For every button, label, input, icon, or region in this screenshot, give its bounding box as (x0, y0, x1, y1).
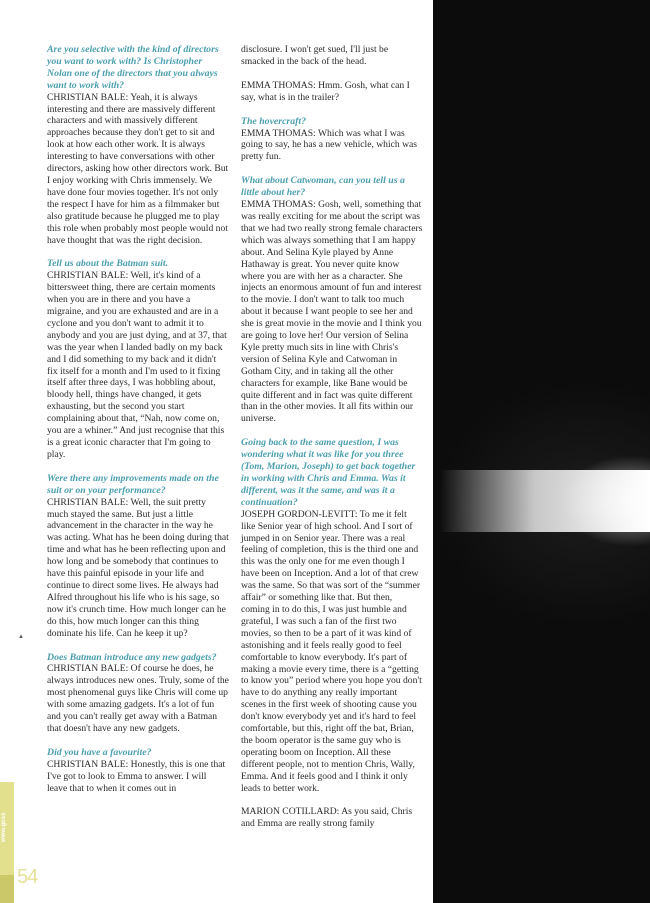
answer: JOSEPH GORDON-LEVITT: To me it felt like Senior year of high school. And I sort of jumped in on Senior year. There was a real feeling of completion, this is the third one and this was the only one for me even though I have been on Inception. And a lot of that crew was the same. So that was sort of the “summer affair” or something like that. But then, coming in to do this, I was just humble and grateful, I was such a fan of the first two movies, so then to be a part of it was kind of astonishing and it feels really good to feel comfortable to know everybody. It's part of making a movie every time, there is a “getting to know you” period where you hope you don't have to do anything any really important scenes in the first week of shooting cause you don't know everybody yet and it's hard to feel comfortable, but this, right off the bat, Brian, the boom operator is the same guy who is operating boom on Inception. All these different people, not to mention Chris, Wally, Emma. And it feels good and I think it only leads to better work. (241, 508, 422, 794)
light-flare (560, 455, 650, 547)
accent-strip-dark (0, 875, 14, 903)
question: What about Catwoman, can you tell us a little about her? (241, 175, 405, 199)
question: Tell us about the Batman suit. (47, 258, 169, 270)
question: Did you have a favourite? (47, 746, 152, 758)
question: Does Batman introduce any new gadgets? (47, 651, 217, 663)
answer: EMMA THOMAS: Which was what I was going to say, he has a new vehicle, which was pretty fun. (241, 127, 418, 163)
answer: EMMA THOMAS: Hmm. Gosh, what can I say, what is in the trailer? (241, 79, 410, 103)
question: Going back to the same question, I was wondering what it was like for you three (Tom, Marion, Joseph) to get back together in working with Chris and Emma. Was it different, was it the same, and was it a continuation? (241, 437, 416, 508)
article-column-left (47, 44, 229, 806)
question: Were there any improvements made on the suit or on your performance? (47, 472, 219, 496)
question: Are you selective with the kind of directors you want to work with? Is Christopher Nolan one of the directors that you always want to work with? (47, 44, 219, 91)
answer: MARION COTILLARD: As you said, Chris and Emma are really strong family (241, 806, 413, 830)
page-number: 54 (17, 866, 38, 888)
question: The hovercraft? (241, 115, 307, 127)
answer: CHRISTIAN BALE: Well, it's kind of a bittersweet thing, there are certain moments when you are in there and you have a migraine, and you are exhausted and are in a cyclone and you don't want to admit it to anybody and you are just dying, and at 37, that was the year when I landed badly on my back and I did something to my back and it didn't fix itself for a month and I'm used to it fixing itself after three days, I was hobbling about, bloody hell, things have changed, it gets exhausting, but the second you start complaining about that, “Nah, now come on, you are a whiner.” And just recognise that this is a great iconic character that I'm going to play. (47, 270, 227, 460)
article-column-right (241, 44, 423, 842)
margin-dot: ▲ (18, 634, 24, 640)
answer: EMMA THOMAS: Gosh, well, something that was really exciting for me about the script was that we had two really strong female characters which was always something that I am happy about. And Selina Kyle played by Anne Hathaway is great. You never quite know where you are with her as a character. She injects an enormous amount of fun and interest to the movie. I don't want to talk too much about it because I want people to see her and she is great movie in the movie and I think you are going to love her! Our version of Selina Kyle pretty much sits in line with Chris's version of Selina Kyle and Catwoman in Gotham City, and in taking all the other characters for example, like Bane would be quite different and in fact was quite different than in the other movies. It all fits within our universe. (241, 199, 423, 425)
answer: CHRISTIAN BALE: Honestly, this is one that I've got to look to Emma to answer. I will leave that to when it comes out in (47, 758, 226, 794)
magazine-label: www.goss (1, 812, 7, 842)
answer: disclosure. I won't get sued, I'll just be smacked in the back of the head. (241, 44, 389, 67)
answer: CHRISTIAN BALE: Well, the suit pretty much stayed the same. But just a little advancement in the character in the way he was acting. What has he been doing during that time and what has he been reflecting upon and how long and be somebody that continues to have this painful episode in your life and continue to direct some lives. He always had Alfred throughout his life who is his sage, so now it's crunch time. How much longer can he do this, how much longer can this thing dominate his life. Can he keep it up? (47, 496, 229, 639)
answer: CHRISTIAN BALE: Of course he does, he always introduces new ones. Truly, some of the most phenomenal guys like Chris will come up with some amazing gadgets. It's a lot of fun and you can't really get away with a Batman that doesn't have any new gadgets. (47, 663, 229, 734)
answer: CHRISTIAN BALE: Yeah, it is always interesting and there are massively different characters and with massively different approaches because they don't get to sit and look at how each other work. It is always interesting to have conversations with other directors, asking how other directors work. But I enjoy working with Chris immensely. We have done four movies together. It's not only the respect I have for him as a filmmaker but also gratitude because he plugged me to play this role when probably most people would not have thought that was the right decision. (47, 91, 229, 246)
